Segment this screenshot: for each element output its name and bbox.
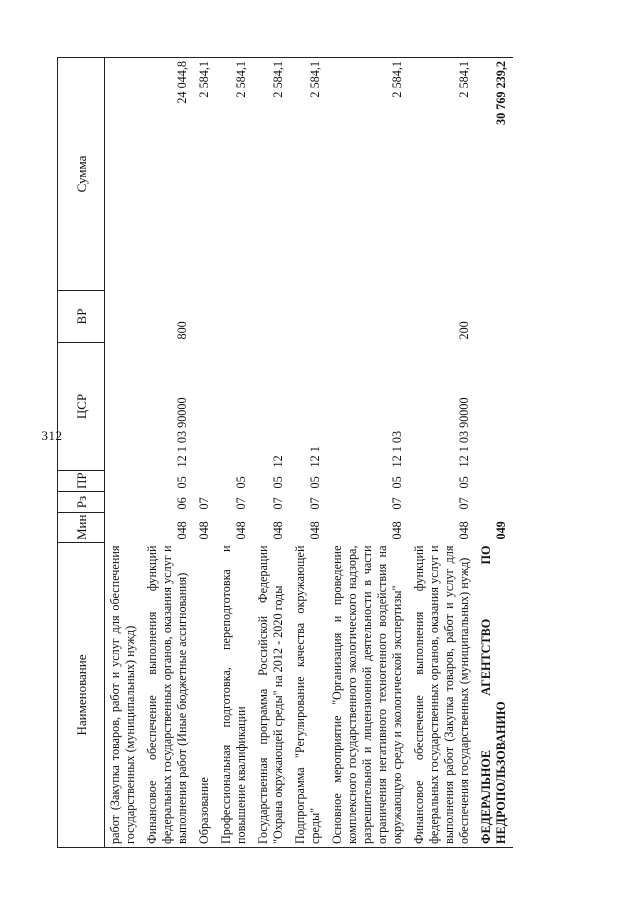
row-pr: 05 (234, 476, 248, 489)
row-pr (194, 471, 216, 492)
table-row (142, 58, 194, 848)
row-vr (327, 291, 409, 343)
row-min: 048 (457, 521, 471, 540)
row-csr: 12 (271, 455, 285, 468)
row-csr (194, 343, 216, 471)
row-pr: 05 (308, 476, 322, 489)
row-min: 048 (271, 521, 285, 540)
header-sum: Сумма (58, 58, 105, 291)
row-vr: 200 (457, 321, 471, 340)
row-name: Подпрограмма "Регулирование качества окружающей среды" (290, 543, 327, 848)
row-vr (253, 291, 290, 343)
row-csr (216, 343, 253, 471)
row-name: Основное мероприятие "Организация и проведение комплексного государственного экологического надзора, разрешительной и лицензионной деятельности в части ограничения негативного техногенного воздействия на окружающую среду и экологической экспертизы" (327, 543, 409, 848)
row-pr: 05 (271, 476, 285, 489)
row-min: 048 (390, 521, 404, 540)
row-pr (105, 471, 143, 492)
table-row (105, 58, 143, 848)
row-min (105, 513, 143, 543)
total-sum: 30 769 239,2 (476, 58, 513, 291)
row-sum: 2 584,1 (253, 58, 290, 291)
row-vr (290, 291, 327, 343)
table-row (290, 58, 327, 848)
row-sum: 2 584,1 (409, 58, 476, 291)
row-rz: 07 (457, 497, 471, 510)
header-pr: ПР (58, 471, 105, 492)
row-min: 048 (234, 521, 248, 540)
row-min: 048 (175, 521, 189, 540)
row-sum: 2 584,1 (216, 58, 253, 291)
row-rz: 07 (308, 497, 322, 510)
budget-table-rotated (57, 58, 607, 848)
row-rz: 07 (390, 497, 404, 510)
row-rz: 07 (271, 497, 285, 510)
table-row (253, 58, 290, 848)
row-min: 048 (197, 521, 211, 540)
row-csr: 12 1 03 90000 (457, 397, 471, 468)
header-csr: ЦСР (58, 343, 105, 471)
total-row (476, 58, 513, 848)
row-vr (194, 291, 216, 343)
row-rz: 06 (175, 497, 189, 510)
table-row (216, 58, 253, 848)
table-row (327, 58, 409, 848)
row-sum: 2 584,1 (194, 58, 216, 291)
row-min: 048 (308, 521, 322, 540)
row-name: работ (Закупка товаров, работ и услуг для обеспечения государственных (муниципальных) нужд) (105, 543, 143, 848)
row-rz (105, 492, 143, 513)
table-row (409, 58, 476, 848)
header-name: Наименование (58, 543, 105, 848)
row-sum: 24 044,8 (142, 58, 194, 291)
row-vr (105, 291, 143, 343)
row-pr: 05 (175, 476, 189, 489)
row-sum: 2 584,1 (327, 58, 409, 291)
header-vr: ВР (58, 291, 105, 343)
row-rz: 07 (197, 497, 211, 510)
row-name: Государственная программа Российской Федерации "Охрана окружающей среды" на 2012 - 2020 годы (253, 543, 290, 848)
table-header-row (58, 58, 105, 848)
row-name: Финансовое обеспечение выполнения функций федеральных государственных органов, оказания услуг и выполнения работ (Закупка товаров, работ и услуг для обеспечения государственных (муниципальных) нужд) (409, 543, 476, 848)
row-csr: 12 1 03 (390, 430, 404, 468)
header-min: Мин (58, 513, 105, 543)
row-csr: 12 1 (308, 446, 322, 468)
row-vr (216, 291, 253, 343)
row-rz: 07 (234, 497, 248, 510)
row-pr: 05 (457, 476, 471, 489)
row-pr: 05 (390, 476, 404, 489)
total-min: 049 (494, 521, 508, 540)
row-name: Финансовое обеспечение выполнения функций федеральных государственных органов, оказания услуг и выполнения работ (Иные бюджетные ассигнования) (142, 543, 194, 848)
budget-table (57, 57, 513, 848)
header-rz: Рз (58, 492, 105, 513)
page-number: 312 (41, 428, 63, 443)
row-name: Образование (194, 543, 216, 848)
total-name: ФЕДЕРАЛЬНОЕ АГЕНТСТВО ПО НЕДРОПОЛЬЗОВАНИЮ (476, 543, 513, 848)
row-sum (105, 58, 143, 291)
row-vr: 800 (175, 321, 189, 340)
row-sum: 2 584,1 (290, 58, 327, 291)
row-csr: 12 1 03 90000 (175, 397, 189, 468)
table-row (194, 58, 216, 848)
row-name: Профессиональная подготовка, переподготовка и повышение квалификации (216, 543, 253, 848)
row-csr (105, 343, 143, 471)
